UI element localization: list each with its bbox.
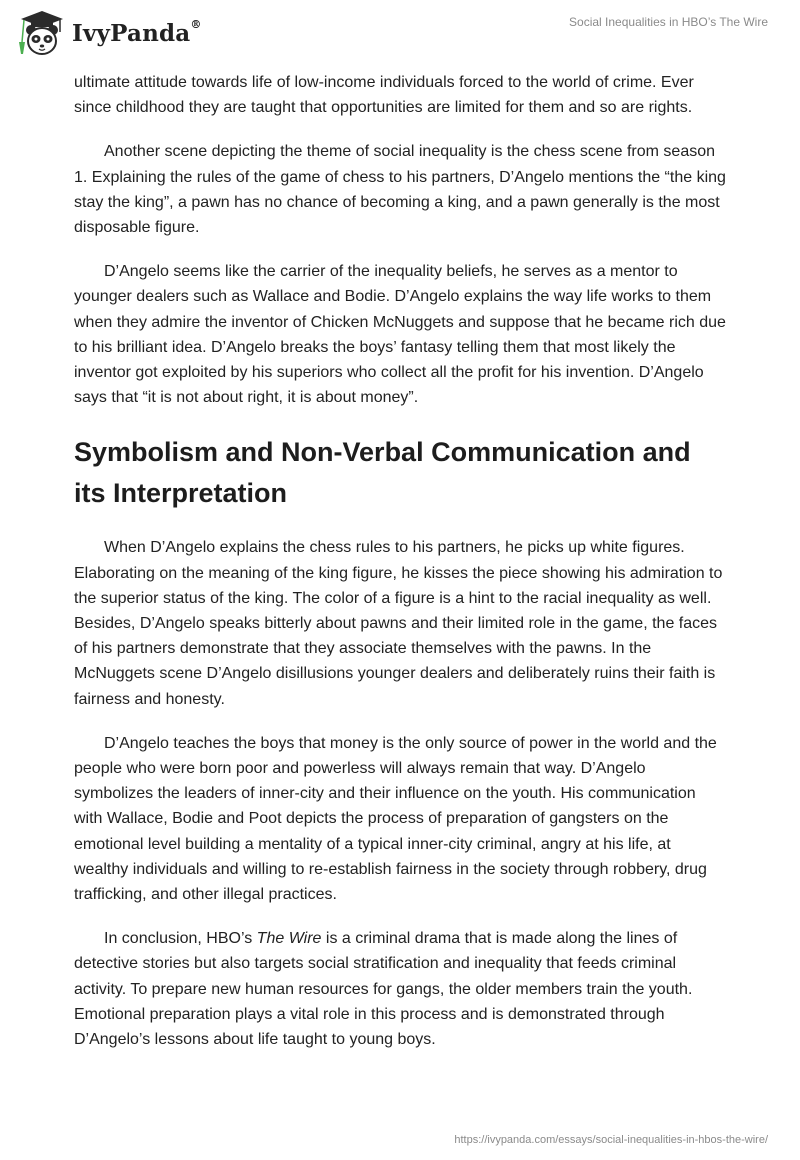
paragraph-continuation: ultimate attitude towards life of low-income individuals forced to the world of crime. Ever since childhood they are taught that opportunities are limited for them and so are rights.: [74, 74, 694, 117]
panda-graduate-icon: [16, 8, 68, 58]
document-title: Social Inequalities in HBO’s The Wire: [569, 15, 768, 29]
paragraph-money-power: D’Angelo teaches the boys that money is the only source of power in the world and the people who were born poor and powerless will always remain that way. D’Angelo symbolizes the leaders of inner-city and their influence on the youth. His communication with Wallace, Bodie and Poot depicts the process of preparation of gangsters on the emotional level building a mentality of a typical inner-city criminal, angry at his life, at wealthy individuals and willing to re-establish fairness in the society through robbery, drug trafficking, and other illegal practices.: [74, 734, 717, 904]
show-title: The Wire: [256, 930, 322, 948]
source-url[interactable]: https://ivypanda.com/essays/social-inequalities-in-hbos-the-wire/: [454, 1134, 768, 1146]
essay-body: [74, 70, 726, 1071]
section-heading: Symbolism and Non-Verbal Communication and its Interpretation: [74, 437, 691, 509]
paragraph-symbolism: When D’Angelo explains the chess rules to his partners, he picks up white figures. Elaborating on the meaning of the king figure, he kisses the piece showing his admiration to the superior status of the king. The color of a figure is a hint to the racial inequality as well. Besides, D’Angelo speaks bitterly about pawns and their limited role in the game, the faces of his partners demonstrate that they associate themselves with the pawns. In the McNuggets scene D’Angelo disillusions younger dealers and deliberately ruins their faith is fairness and honesty.: [74, 539, 723, 708]
paragraph-conclusion: In conclusion, HBO’s The Wire is a criminal drama that is made along the lines of detective stories but also targets social stratification and inequality that feeds criminal activity. To prepare new human resources for gangs, the older members train the youth. Emotional preparation plays a vital role in this process and is demonstrated through D’Angelo’s lessons about life taught to young boys.: [74, 930, 693, 1049]
paragraph-chess-scene: Another scene depicting the theme of social inequality is the chess scene from season 1. Explaining the rules of the game of chess to his partners, D’Angelo mentions the “the king stay the king”, a pawn has no chance of becoming a king, and a pawn generally is the most disposable figure.: [74, 143, 726, 237]
brand-name: IvyPanda®: [72, 17, 202, 47]
brand-logo[interactable]: [16, 8, 202, 58]
page-header: [0, 0, 800, 70]
paragraph-mentor: D’Angelo seems like the carrier of the inequality beliefs, he serves as a mentor to younger dealers such as Wallace and Bodie. D’Angelo explains the way life works to them when they admire the inventor of Chicken McNuggets and suppose that he became rich due to his brilliant idea. D’Angelo breaks the boys’ fantasy telling them that most likely the inventor got exploited by his superiors who collect all the profit for his invention. D’Angelo says that “it is not about right, it is about money”.: [74, 263, 726, 407]
